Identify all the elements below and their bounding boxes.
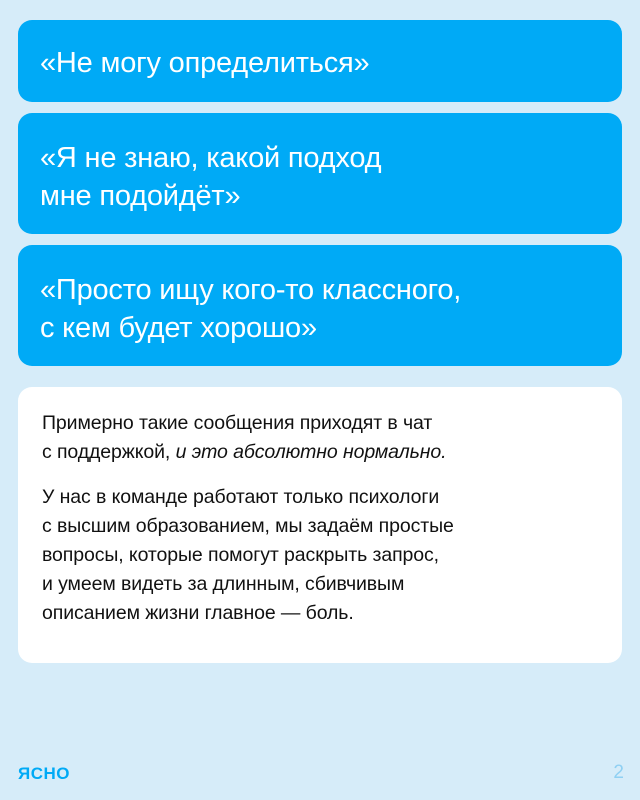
info-text-line: и умеем видеть за длинным, сбивчивым: [42, 573, 405, 595]
message-bubble-undecided: [18, 20, 622, 102]
message-text-line: мне подойдёт»: [40, 180, 241, 212]
info-paragraph-2: [42, 483, 598, 628]
info-paragraph-1: [42, 409, 598, 467]
info-card: [18, 387, 622, 663]
info-text-line: описанием жизни главное — боль.: [42, 602, 354, 624]
info-text-line: Примерно такие сообщения приходят в чат: [42, 412, 433, 434]
message-text-line: «Я не знаю, какой подход: [40, 142, 382, 174]
message-text-line: «Просто ищу кого-то классного,: [40, 274, 462, 306]
message-bubble-someone-cool: [18, 245, 622, 366]
brand-logo: ЯСНО: [18, 764, 70, 783]
info-text-line: У нас в команде работают только психологи: [42, 486, 440, 508]
info-text-line: вопросы, которые помогут раскрыть запрос,: [42, 544, 439, 566]
message-text-line: «Не могу определиться»: [40, 47, 370, 79]
info-text-line: с высшим образованием, мы задаём простые: [42, 515, 454, 537]
message-bubble-approach: [18, 113, 622, 234]
info-text-italic: и это абсолютно нормально.: [175, 441, 447, 463]
page-number: 2: [613, 762, 624, 783]
message-text-line: с кем будет хорошо»: [40, 312, 317, 344]
info-text-plain: с поддержкой,: [42, 441, 171, 463]
info-text-line: [42, 438, 598, 467]
